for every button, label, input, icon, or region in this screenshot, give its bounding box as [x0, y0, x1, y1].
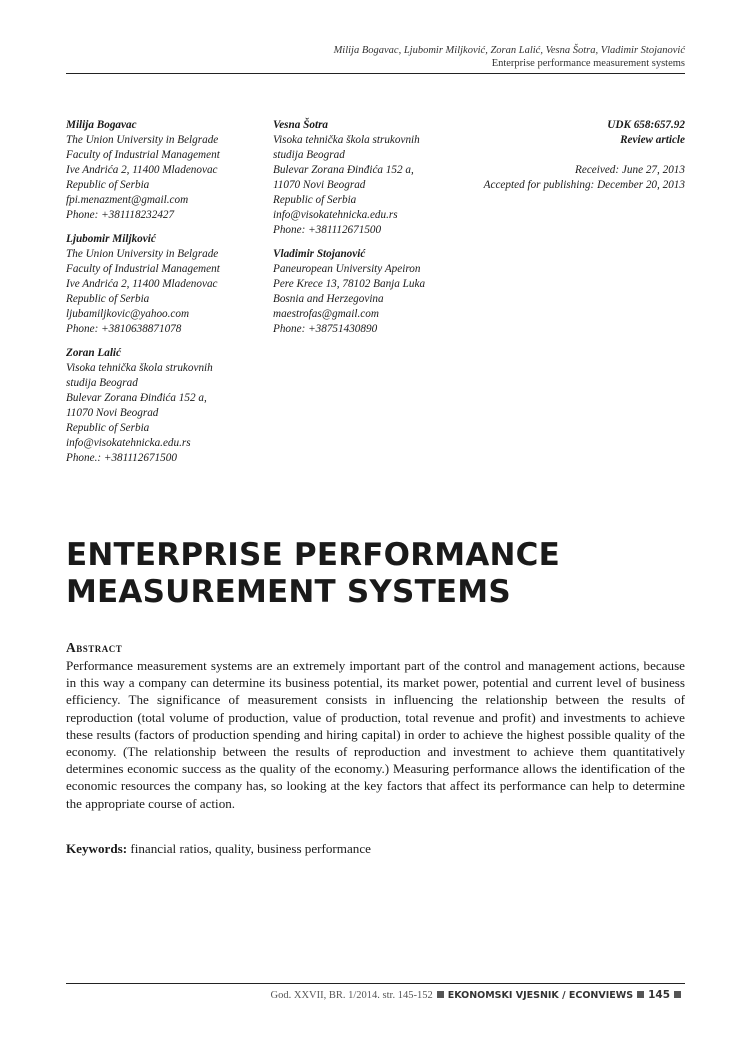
author-affiliation: Visoka tehnička škola strukovnih — [273, 134, 420, 146]
keywords-label: Keywords: — [66, 841, 128, 856]
author-affiliation: Paneuropean University Apeiron — [273, 263, 421, 275]
running-head-title: Enterprise performance measurement systems — [491, 58, 685, 69]
article-meta — [425, 118, 685, 193]
author-faculty: Faculty of Industrial Management — [66, 263, 220, 275]
footer-citation: God. XXVII, BR. 1/2014. str. 145-152 — [270, 990, 433, 1001]
author-email: ljubamiljkovic@yahoo.com — [66, 308, 190, 320]
author-city: 11070 Novi Beograd — [273, 179, 366, 191]
author-affiliation: Visoka tehnička škola strukovnih — [66, 362, 213, 374]
author-phone: Phone: +381118232427 — [66, 209, 175, 221]
author-email: info@visokatehnicka.edu.rs — [273, 209, 398, 221]
udk-code: UDK 658:657.92 — [607, 119, 685, 131]
square-bullet-icon — [674, 991, 681, 998]
author-name: Ljubomir Miljković — [66, 233, 156, 245]
author-block — [66, 232, 266, 337]
author-column-1 — [66, 118, 266, 475]
author-address: Pere Krece 13, 78102 Banja Luka — [273, 278, 426, 290]
keywords-text: financial ratios, quality, business performance — [127, 841, 371, 856]
author-affiliation-cont: studija Beograd — [273, 149, 345, 161]
author-phone: Phone: +38751430890 — [273, 323, 378, 335]
author-address: Bulevar Zorana Đinđića 152 a, — [66, 392, 207, 404]
author-block — [66, 346, 266, 466]
author-block — [66, 118, 266, 223]
received-date: Received: June 27, 2013 — [575, 164, 685, 176]
author-address: Ive Andrića 2, 11400 Mladenovac — [66, 164, 218, 176]
author-affiliation: The Union University in Belgrade — [66, 134, 219, 146]
square-bullet-icon — [437, 991, 444, 998]
author-email: fpi.menazment@gmail.com — [66, 194, 189, 206]
author-phone: Phone: +381112671500 — [273, 224, 382, 236]
author-block — [273, 247, 463, 337]
author-affiliation: The Union University in Belgrade — [66, 248, 219, 260]
running-head-authors: Milija Bogavac, Ljubomir Miljković, Zoran Lalić, Vesna Šotra, Vladimir Stojanović — [333, 45, 685, 56]
footer-divider — [66, 983, 685, 984]
author-email: info@visokatehnicka.edu.rs — [66, 437, 191, 449]
article-title-line-2: MEASUREMENT SYSTEMS — [66, 574, 511, 610]
author-affiliation-cont: studija Beograd — [66, 377, 138, 389]
author-address: Bulevar Zorana Đinđića 152 a, — [273, 164, 414, 176]
page-number: 145 — [648, 989, 670, 1001]
article-title-line-1: ENTERPRISE PERFORMANCE — [66, 537, 561, 573]
page-footer — [271, 989, 685, 1002]
author-country: Republic of Serbia — [66, 422, 150, 434]
author-country: Republic of Serbia — [273, 194, 357, 206]
running-head — [334, 44, 685, 70]
author-name: Zoran Lalić — [66, 347, 122, 359]
author-phone: Phone: +3810638871078 — [66, 323, 182, 335]
abstract-heading: Abstract — [66, 640, 123, 655]
keywords — [66, 840, 685, 857]
accepted-date: Accepted for publishing: December 20, 2013 — [483, 179, 685, 191]
author-faculty: Faculty of Industrial Management — [66, 149, 220, 161]
header-divider — [66, 73, 685, 74]
footer-journal: EKONOMSKI VJESNIK / ECONVIEWS — [447, 990, 634, 1001]
author-email: maestrofas@gmail.com — [273, 308, 379, 320]
article-title — [66, 537, 685, 611]
author-name: Milija Bogavac — [66, 119, 137, 131]
author-country: Republic of Serbia — [66, 293, 150, 305]
author-name: Vladimir Stojanović — [273, 248, 366, 260]
author-name: Vesna Šotra — [273, 119, 329, 131]
author-phone: Phone.: +381112671500 — [66, 452, 177, 464]
abstract-text: Performance measurement systems are an extremely important part of the control and management actions, because in this way a company can determine its business potential, its market power, potential and current level of business efficiency. The significance of measurement consists in influencing the relationship between the results of reproduction (total volume of production, value of production, total revenue and profit) and investments to achieve these results (factors of production spending and hiring capital) in order to achieve the highest possible quality of the economy. (The relationship between the results of reproduction and investment to achieve them quantitatively determines economic success as the quality of the economy.) Measuring performance allows the identification of the economic resources the company has, so looking at the key factors that affect its performance can help to determine the appropriate course of action. — [66, 658, 685, 811]
author-country: Republic of Serbia — [66, 179, 150, 191]
author-address: Ive Andrića 2, 11400 Mladenovac — [66, 278, 218, 290]
author-country: Bosnia and Herzegovina — [273, 293, 384, 305]
article-type: Review article — [620, 134, 685, 146]
square-bullet-icon — [637, 991, 644, 998]
author-city: 11070 Novi Beograd — [66, 407, 159, 419]
